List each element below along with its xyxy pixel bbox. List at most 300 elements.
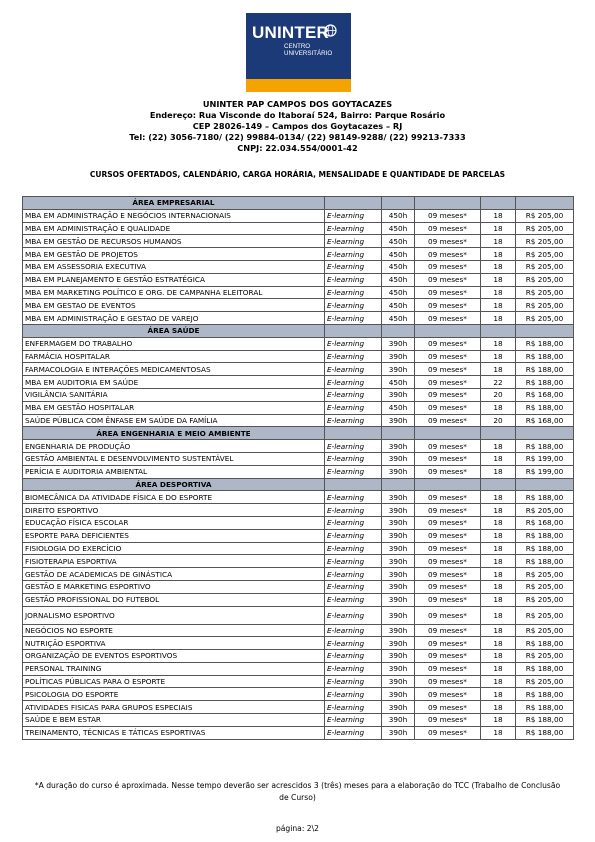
duration-cell: 09 meses* [415, 235, 481, 248]
installments-cell: 18 [481, 312, 516, 325]
workload-cell: 390h [382, 529, 415, 542]
monthly-fee-cell: R$ 205,00 [516, 312, 574, 325]
section-header-cell [481, 197, 516, 210]
duration-cell: 09 meses* [415, 376, 481, 389]
section-header-cell [325, 478, 382, 491]
installments-cell: 18 [481, 568, 516, 581]
duration-cell: 09 meses* [415, 248, 481, 261]
monthly-fee-cell: R$ 188,00 [516, 662, 574, 675]
duration-cell: 09 meses* [415, 529, 481, 542]
workload-cell: 390h [382, 637, 415, 650]
section-header-row [23, 427, 574, 440]
course-name-cell: FISIOLOGIA DO EXERCÍCIO [23, 542, 325, 555]
workload-cell: 390h [382, 606, 415, 624]
logo-brand: UNINTER [252, 23, 329, 42]
table-row [23, 273, 574, 286]
section-header-cell [415, 427, 481, 440]
installments-cell: 18 [481, 452, 516, 465]
installments-cell: 18 [481, 209, 516, 222]
table-row [23, 337, 574, 350]
page-title: CURSOS OFERTADOS, CALENDÁRIO, CARGA HORÁRIA, MENSALIDADE E QUANTIDADE DE PARCELAS [89, 170, 506, 179]
installments-cell: 18 [481, 637, 516, 650]
modality-cell: E-learning [325, 350, 382, 363]
duration-cell: 09 meses* [415, 568, 481, 581]
section-header-row [23, 197, 574, 210]
monthly-fee-cell: R$ 188,00 [516, 555, 574, 568]
modality-cell: E-learning [325, 414, 382, 427]
section-header-cell [415, 197, 481, 210]
duration-cell: 09 meses* [415, 491, 481, 504]
course-name-cell: MBA EM GESTÃO DE RECURSOS HUMANOS [23, 235, 325, 248]
workload-cell: 390h [382, 555, 415, 568]
installments-cell: 18 [481, 350, 516, 363]
table-row [23, 350, 574, 363]
table-row [23, 388, 574, 401]
duration-cell: 09 meses* [415, 209, 481, 222]
installments-cell: 18 [481, 248, 516, 261]
installments-cell: 18 [481, 260, 516, 273]
modality-cell: E-learning [325, 504, 382, 517]
course-name-cell: VIGILÂNCIA SANITÁRIA [23, 388, 325, 401]
institution-cep: CEP 28026-149 – Campos dos Goytacazes – RJ [192, 121, 403, 131]
section-title: ÁREA ENGENHARIA E MEIO AMBIENTE [23, 427, 325, 440]
modality-cell: E-learning [325, 555, 382, 568]
section-header-cell [382, 324, 415, 337]
monthly-fee-cell: R$ 188,00 [516, 714, 574, 727]
section-header-cell [382, 478, 415, 491]
course-name-cell: GESTÃO PROFISSIONAL DO FUTEBOL [23, 593, 325, 606]
table-row [23, 701, 574, 714]
section-header-cell [481, 478, 516, 491]
modality-cell: E-learning [325, 452, 382, 465]
modality-cell: E-learning [325, 299, 382, 312]
course-name-cell: NEGÓCIOS NO ESPORTE [23, 624, 325, 637]
section-title: ÁREA SAÚDE [23, 324, 325, 337]
modality-cell: E-learning [325, 222, 382, 235]
logo-subtitle: CENTRO UNIVERSITÁRIO [284, 43, 333, 57]
duration-cell: 09 meses* [415, 624, 481, 637]
installments-cell: 18 [481, 593, 516, 606]
workload-cell: 390h [382, 337, 415, 350]
workload-cell: 390h [382, 452, 415, 465]
modality-cell: E-learning [325, 273, 382, 286]
table-row [23, 248, 574, 261]
modality-cell: E-learning [325, 491, 382, 504]
table-row [23, 260, 574, 273]
modality-cell: E-learning [325, 401, 382, 414]
modality-cell: E-learning [325, 286, 382, 299]
section-header-cell [481, 427, 516, 440]
course-name-cell: MBA EM ADMINISTRAÇÃO E QUALIDADE [23, 222, 325, 235]
duration-cell: 09 meses* [415, 701, 481, 714]
course-name-cell: MBA EM GESTAO DE EVENTOS [23, 299, 325, 312]
modality-cell: E-learning [325, 440, 382, 453]
section-header-cell [325, 324, 382, 337]
table-row [23, 299, 574, 312]
modality-cell: E-learning [325, 529, 382, 542]
installments-cell: 18 [481, 688, 516, 701]
table-row [23, 580, 574, 593]
courses-table [22, 196, 574, 740]
monthly-fee-cell: R$ 205,00 [516, 606, 574, 624]
monthly-fee-cell: R$ 188,00 [516, 401, 574, 414]
installments-cell: 20 [481, 388, 516, 401]
section-header-cell [415, 324, 481, 337]
duration-cell: 09 meses* [415, 440, 481, 453]
institution-address: Endereço: Rua Visconde do Itaboraí 524, Bairro: Parque Rosário [149, 110, 446, 120]
table-row [23, 491, 574, 504]
table-row [23, 714, 574, 727]
table-row [23, 209, 574, 222]
monthly-fee-cell: R$ 205,00 [516, 593, 574, 606]
course-name-cell: MBA EM PLANEJAMENTO E GESTÃO ESTRATÉGICA [23, 273, 325, 286]
workload-cell: 390h [382, 650, 415, 663]
table-row [23, 504, 574, 517]
monthly-fee-cell: R$ 188,00 [516, 542, 574, 555]
monthly-fee-cell: R$ 188,00 [516, 491, 574, 504]
section-header-row [23, 324, 574, 337]
course-name-cell: FARMACOLOGIA E INTERAÇÕES MEDICAMENTOSAS [23, 363, 325, 376]
modality-cell: E-learning [325, 606, 382, 624]
table-row [23, 688, 574, 701]
table-row [23, 452, 574, 465]
installments-cell: 18 [481, 675, 516, 688]
section-title: ÁREA DESPORTIVA [23, 478, 325, 491]
section-header-cell [516, 478, 574, 491]
workload-cell: 450h [382, 260, 415, 273]
section-header-cell [481, 324, 516, 337]
installments-cell: 18 [481, 299, 516, 312]
duration-cell: 09 meses* [415, 222, 481, 235]
duration-cell: 09 meses* [415, 542, 481, 555]
modality-cell: E-learning [325, 593, 382, 606]
installments-cell: 18 [481, 714, 516, 727]
table-row [23, 662, 574, 675]
table-row [23, 606, 574, 624]
monthly-fee-cell: R$ 188,00 [516, 726, 574, 739]
duration-cell: 09 meses* [415, 580, 481, 593]
duration-cell: 09 meses* [415, 388, 481, 401]
workload-cell: 390h [382, 388, 415, 401]
monthly-fee-cell: R$ 168,00 [516, 516, 574, 529]
installments-cell: 22 [481, 376, 516, 389]
monthly-fee-cell: R$ 205,00 [516, 624, 574, 637]
duration-cell: 09 meses* [415, 363, 481, 376]
workload-cell: 450h [382, 376, 415, 389]
modality-cell: E-learning [325, 688, 382, 701]
installments-cell: 18 [481, 401, 516, 414]
table-row [23, 726, 574, 739]
table-row [23, 593, 574, 606]
courses-table-body [23, 197, 574, 740]
monthly-fee-cell: R$ 205,00 [516, 286, 574, 299]
monthly-fee-cell: R$ 205,00 [516, 222, 574, 235]
modality-cell: E-learning [325, 209, 382, 222]
workload-cell: 450h [382, 235, 415, 248]
workload-cell: 390h [382, 440, 415, 453]
modality-cell: E-learning [325, 235, 382, 248]
table-row [23, 312, 574, 325]
monthly-fee-cell: R$ 205,00 [516, 299, 574, 312]
course-name-cell: SAÚDE E BEM ESTAR [23, 714, 325, 727]
section-title: ÁREA EMPRESARIAL [23, 197, 325, 210]
installments-cell: 18 [481, 491, 516, 504]
modality-cell: E-learning [325, 662, 382, 675]
duration-cell: 09 meses* [415, 286, 481, 299]
logo-accent-bar [246, 79, 351, 92]
course-name-cell: FISIOTERAPIA ESPORTIVA [23, 555, 325, 568]
installments-cell: 18 [481, 273, 516, 286]
course-name-cell: POLÍTICAS PÚBLICAS PARA O ESPORTE [23, 675, 325, 688]
installments-cell: 18 [481, 606, 516, 624]
table-row [23, 650, 574, 663]
duration-cell: 09 meses* [415, 299, 481, 312]
workload-cell: 450h [382, 299, 415, 312]
table-row [23, 235, 574, 248]
modality-cell: E-learning [325, 726, 382, 739]
monthly-fee-cell: R$ 205,00 [516, 248, 574, 261]
section-header-cell [382, 427, 415, 440]
installments-cell: 18 [481, 516, 516, 529]
installments-cell: 18 [481, 235, 516, 248]
workload-cell: 390h [382, 414, 415, 427]
installments-cell: 18 [481, 662, 516, 675]
workload-cell: 390h [382, 504, 415, 517]
table-row [23, 286, 574, 299]
course-name-cell: ESPORTE PARA DEFICIENTES [23, 529, 325, 542]
table-row [23, 363, 574, 376]
duration-cell: 09 meses* [415, 401, 481, 414]
table-row [23, 529, 574, 542]
installments-cell: 18 [481, 465, 516, 478]
table-row [23, 222, 574, 235]
duration-cell: 09 meses* [415, 414, 481, 427]
section-header-cell [415, 478, 481, 491]
course-name-cell: GESTÃO E MARKETING ESPORTIVO [23, 580, 325, 593]
workload-cell: 390h [382, 688, 415, 701]
modality-cell: E-learning [325, 568, 382, 581]
course-name-cell: TREINAMENTO, TÉCNICAS E TÁTICAS ESPORTIVAS [23, 726, 325, 739]
installments-cell: 18 [481, 529, 516, 542]
modality-cell: E-learning [325, 337, 382, 350]
monthly-fee-cell: R$ 188,00 [516, 350, 574, 363]
modality-cell: E-learning [325, 675, 382, 688]
course-name-cell: PSICOLOGIA DO ESPORTE [23, 688, 325, 701]
workload-cell: 450h [382, 222, 415, 235]
monthly-fee-cell: R$ 188,00 [516, 701, 574, 714]
institution-phones: Tel: (22) 3056-7180/ (22) 99884-0134/ (22) 98149-9288/ (22) 99213-7333 [129, 132, 466, 142]
installments-cell: 18 [481, 286, 516, 299]
duration-cell: 09 meses* [415, 662, 481, 675]
duration-cell: 09 meses* [415, 650, 481, 663]
course-name-cell: PERÍCIA E AUDITORIA AMBIENTAL [23, 465, 325, 478]
duration-cell: 09 meses* [415, 637, 481, 650]
modality-cell: E-learning [325, 363, 382, 376]
table-row [23, 516, 574, 529]
workload-cell: 390h [382, 542, 415, 555]
modality-cell: E-learning [325, 650, 382, 663]
installments-cell: 18 [481, 624, 516, 637]
duration-cell: 09 meses* [415, 714, 481, 727]
monthly-fee-cell: R$ 205,00 [516, 580, 574, 593]
course-name-cell: ORGANIZAÇÃO DE EVENTOS ESPORTIVOS [23, 650, 325, 663]
section-header-cell [325, 197, 382, 210]
course-name-cell: DIREITO ESPORTIVO [23, 504, 325, 517]
installments-cell: 18 [481, 701, 516, 714]
course-name-cell: MBA EM GESTÃO HOSPITALAR [23, 401, 325, 414]
installments-cell: 18 [481, 504, 516, 517]
table-row [23, 675, 574, 688]
workload-cell: 390h [382, 701, 415, 714]
duration-cell: 09 meses* [415, 312, 481, 325]
modality-cell: E-learning [325, 714, 382, 727]
workload-cell: 450h [382, 209, 415, 222]
workload-cell: 450h [382, 286, 415, 299]
table-row [23, 637, 574, 650]
duration-cell: 09 meses* [415, 337, 481, 350]
workload-cell: 390h [382, 662, 415, 675]
modality-cell: E-learning [325, 248, 382, 261]
course-name-cell: SAÚDE PÚBLICA COM ÊNFASE EM SAÚDE DA FAMÍLIA [23, 414, 325, 427]
monthly-fee-cell: R$ 188,00 [516, 363, 574, 376]
course-name-cell: NUTRIÇÃO ESPORTIVA [23, 637, 325, 650]
section-header-cell [516, 427, 574, 440]
duration-cell: 09 meses* [415, 273, 481, 286]
course-name-cell: MBA EM AUDITORIA EM SAÚDE [23, 376, 325, 389]
course-name-cell: GESTÃO DE ACADEMICAS DE GINÁSTICA [23, 568, 325, 581]
footnote: *A duração do curso é aproximada. Nesse tempo deverão ser acrescidos 3 (três) meses para a elaboração do TCC (Trabalho de Conclusão de Curso) [34, 781, 561, 802]
monthly-fee-cell: R$ 199,00 [516, 465, 574, 478]
course-name-cell: MBA EM ASSESSORIA EXECUTIVA [23, 260, 325, 273]
monthly-fee-cell: R$ 205,00 [516, 504, 574, 517]
modality-cell: E-learning [325, 388, 382, 401]
course-name-cell: BIOMECÂNICA DA ATIVIDADE FÍSICA E DO ESPORTE [23, 491, 325, 504]
installments-cell: 18 [481, 337, 516, 350]
installments-cell: 18 [481, 650, 516, 663]
institution-name: UNINTER PAP CAMPOS DOS GOYTACAZES [202, 99, 393, 109]
monthly-fee-cell: R$ 205,00 [516, 675, 574, 688]
workload-cell: 390h [382, 593, 415, 606]
table-row [23, 568, 574, 581]
workload-cell: 390h [382, 350, 415, 363]
modality-cell: E-learning [325, 260, 382, 273]
monthly-fee-cell: R$ 205,00 [516, 235, 574, 248]
table-row [23, 624, 574, 637]
workload-cell: 390h [382, 726, 415, 739]
modality-cell: E-learning [325, 376, 382, 389]
workload-cell: 390h [382, 580, 415, 593]
course-name-cell: MBA EM ADMINISTRAÇÃO E GESTAO DE VAREJO [23, 312, 325, 325]
course-name-cell: GESTÃO AMBIENTAL E DESENVOLVIMENTO SUSTENTÁVEL [23, 452, 325, 465]
course-name-cell: FARMÁCIA HOSPITALAR [23, 350, 325, 363]
duration-cell: 09 meses* [415, 516, 481, 529]
course-name-cell: MBA EM ADMINISTRAÇÃO E NEGÓCIOS INTERNACIONAIS [23, 209, 325, 222]
duration-cell: 09 meses* [415, 260, 481, 273]
section-header-cell [382, 197, 415, 210]
installments-cell: 18 [481, 440, 516, 453]
table-row [23, 376, 574, 389]
installments-cell: 18 [481, 363, 516, 376]
table-row [23, 401, 574, 414]
section-header-row [23, 478, 574, 491]
course-name-cell: EDUCAÇÃO FÍSICA ESCOLAR [23, 516, 325, 529]
modality-cell: E-learning [325, 624, 382, 637]
duration-cell: 09 meses* [415, 504, 481, 517]
section-header-cell [516, 324, 574, 337]
monthly-fee-cell: R$ 168,00 [516, 388, 574, 401]
installments-cell: 18 [481, 542, 516, 555]
monthly-fee-cell: R$ 188,00 [516, 529, 574, 542]
installments-cell: 18 [481, 726, 516, 739]
institution-cnpj: CNPJ: 22.034.554/0001-42 [237, 143, 358, 153]
course-name-cell: ATIVIDADES FISICAS PARA GRUPOS ESPECIAIS [23, 701, 325, 714]
monthly-fee-cell: R$ 188,00 [516, 637, 574, 650]
workload-cell: 390h [382, 568, 415, 581]
monthly-fee-cell: R$ 205,00 [516, 260, 574, 273]
modality-cell: E-learning [325, 701, 382, 714]
course-name-cell: JORNALISMO ESPORTIVO [23, 606, 325, 624]
duration-cell: 09 meses* [415, 465, 481, 478]
workload-cell: 450h [382, 401, 415, 414]
workload-cell: 450h [382, 312, 415, 325]
course-name-cell: ENGENHARIA DE PRODUÇÃO [23, 440, 325, 453]
workload-cell: 390h [382, 675, 415, 688]
monthly-fee-cell: R$ 199,00 [516, 452, 574, 465]
duration-cell: 09 meses* [415, 688, 481, 701]
course-name-cell: MBA EM GESTÃO DE PROJETOS [23, 248, 325, 261]
table-row [23, 465, 574, 478]
section-header-cell [325, 427, 382, 440]
workload-cell: 390h [382, 363, 415, 376]
monthly-fee-cell: R$ 205,00 [516, 209, 574, 222]
workload-cell: 390h [382, 465, 415, 478]
workload-cell: 450h [382, 273, 415, 286]
duration-cell: 09 meses* [415, 726, 481, 739]
installments-cell: 18 [481, 580, 516, 593]
modality-cell: E-learning [325, 637, 382, 650]
installments-cell: 18 [481, 222, 516, 235]
monthly-fee-cell: R$ 205,00 [516, 568, 574, 581]
modality-cell: E-learning [325, 465, 382, 478]
modality-cell: E-learning [325, 542, 382, 555]
monthly-fee-cell: R$ 205,00 [516, 273, 574, 286]
table-row [23, 414, 574, 427]
monthly-fee-cell: R$ 188,00 [516, 376, 574, 389]
course-name-cell: MBA EM MARKETING POLÍTICO E ORG. DE CAMPANHA ELEITORAL [23, 286, 325, 299]
workload-cell: 390h [382, 714, 415, 727]
modality-cell: E-learning [325, 312, 382, 325]
duration-cell: 09 meses* [415, 593, 481, 606]
modality-cell: E-learning [325, 516, 382, 529]
page-number: página: 2\2 [275, 824, 320, 833]
duration-cell: 09 meses* [415, 350, 481, 363]
workload-cell: 390h [382, 491, 415, 504]
monthly-fee-cell: R$ 168,00 [516, 414, 574, 427]
monthly-fee-cell: R$ 188,00 [516, 440, 574, 453]
duration-cell: 09 meses* [415, 606, 481, 624]
workload-cell: 450h [382, 248, 415, 261]
globe-icon [324, 24, 337, 37]
course-name-cell: PERSONAL TRAINING [23, 662, 325, 675]
duration-cell: 09 meses* [415, 452, 481, 465]
modality-cell: E-learning [325, 580, 382, 593]
section-header-cell [516, 197, 574, 210]
workload-cell: 390h [382, 516, 415, 529]
table-row [23, 542, 574, 555]
table-row [23, 440, 574, 453]
uninter-logo [246, 13, 351, 92]
table-row [23, 555, 574, 568]
